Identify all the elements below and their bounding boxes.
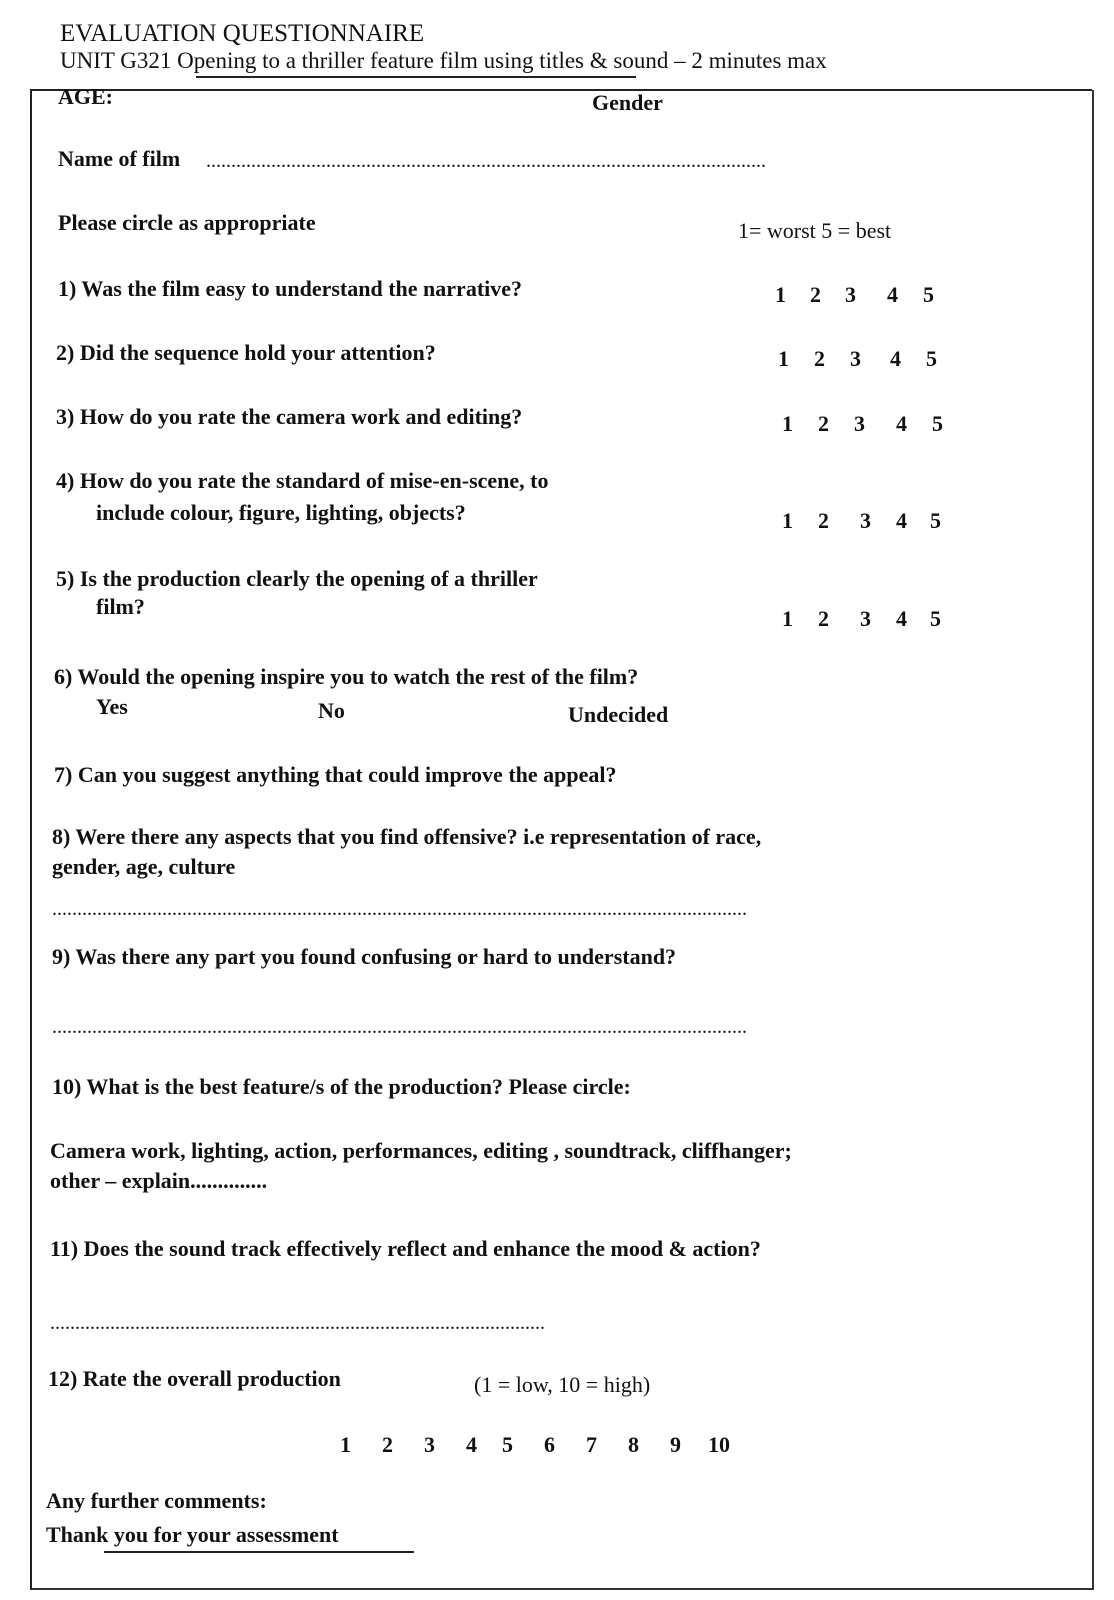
question-5: 5) Is the production clearly the opening of a thriller <box>56 566 538 591</box>
question-8: 8) Were there any aspects that you find offensive? i.e representation of race, <box>52 824 762 849</box>
question-9: 9) Was there any part you found confusing or hard to understand? <box>52 944 677 969</box>
question-6: 6) Would the opening inspire you to watch the rest of the film? <box>54 664 639 689</box>
instructions-text: Please circle as appropriate <box>58 210 316 235</box>
question-8-continued: gender, age, culture <box>52 854 236 879</box>
rating-option[interactable]: 4 <box>896 606 907 631</box>
rating-option[interactable]: 3 <box>845 282 856 307</box>
rating-option[interactable]: 2 <box>810 282 821 307</box>
question-11: 11) Does the sound track effectively reflect and enhance the mood & action? <box>50 1236 761 1261</box>
answer-no[interactable]: No <box>318 698 345 723</box>
rating-options-q4 <box>782 508 941 534</box>
overall-rating-option[interactable]: 5 <box>502 1432 513 1457</box>
overall-rating-option[interactable]: 8 <box>628 1432 639 1457</box>
film-name-label: Name of film <box>58 146 181 171</box>
overall-rating-option[interactable]: 2 <box>382 1432 393 1457</box>
overall-rating-option[interactable]: 1 <box>340 1432 351 1457</box>
overall-rating-option[interactable]: 10 <box>708 1432 730 1457</box>
overall-rating-option[interactable]: 6 <box>544 1432 555 1457</box>
rating-option[interactable]: 4 <box>890 346 901 371</box>
overall-scale-note: (1 = low, 10 = high) <box>474 1372 651 1397</box>
age-label: AGE: <box>58 84 113 109</box>
rating-option[interactable]: 5 <box>926 346 937 371</box>
question-5-continued: film? <box>96 594 145 619</box>
thank-you-underline <box>104 1551 414 1553</box>
question-10: 10) What is the best feature/s of the production? Please circle: <box>52 1074 631 1099</box>
question-1: 1) Was the film easy to understand the narrative? <box>58 276 523 301</box>
rating-option[interactable]: 4 <box>887 282 898 307</box>
unit-subtitle: UNIT G321 Opening to a thriller feature film using titles & sound – 2 minutes max <box>60 48 827 73</box>
rating-option[interactable]: 1 <box>782 606 793 631</box>
form-title: EVALUATION QUESTIONNAIRE <box>60 20 425 47</box>
header-rule <box>30 89 1092 91</box>
overall-rating-options <box>340 1432 730 1458</box>
overall-rating-option[interactable]: 3 <box>424 1432 435 1457</box>
rating-options-q1 <box>775 282 934 308</box>
answer-line-q9[interactable]: ........................................................................................................................................... <box>52 1016 747 1038</box>
rating-option[interactable]: 2 <box>818 508 829 533</box>
question-4-continued: include colour, figure, lighting, objects? <box>96 500 466 525</box>
film-name-dotted-line: ................................................................................................................ <box>206 150 766 172</box>
rating-option[interactable]: 1 <box>775 282 786 307</box>
rating-option[interactable]: 1 <box>778 346 789 371</box>
rating-option[interactable]: 3 <box>850 346 861 371</box>
rating-option[interactable]: 5 <box>932 411 943 436</box>
feature-options[interactable]: Camera work, lighting, action, performances, editing , soundtrack, cliffhanger; <box>50 1138 792 1163</box>
rating-option[interactable]: 2 <box>818 606 829 631</box>
rating-option[interactable]: 3 <box>860 606 871 631</box>
overall-rating-option[interactable]: 7 <box>586 1432 597 1457</box>
question-4: 4) How do you rate the standard of mise-en-scene, to <box>56 468 549 493</box>
further-comments-label: Any further comments: <box>46 1488 267 1513</box>
question-3: 3) How do you rate the camera work and editing? <box>56 404 523 429</box>
rating-scale-note: 1= worst 5 = best <box>738 218 892 243</box>
rating-options-q5 <box>782 606 941 632</box>
rating-option[interactable]: 5 <box>930 606 941 631</box>
rating-option[interactable]: 5 <box>923 282 934 307</box>
gender-label: Gender <box>592 90 663 115</box>
rating-options-q2 <box>778 346 937 372</box>
rating-option[interactable]: 4 <box>896 411 907 436</box>
unit-underline <box>196 76 636 78</box>
answer-undecided[interactable]: Undecided <box>568 702 669 727</box>
question-2: 2) Did the sequence hold your attention? <box>56 340 436 365</box>
rating-option[interactable]: 2 <box>814 346 825 371</box>
answer-line-q11[interactable]: ................................................................................................... <box>50 1312 545 1334</box>
question-12: 12) Rate the overall production <box>48 1366 341 1391</box>
rating-option[interactable]: 2 <box>818 411 829 436</box>
rating-option[interactable]: 1 <box>782 411 793 436</box>
overall-rating-option[interactable]: 4 <box>466 1432 477 1457</box>
rating-option[interactable]: 3 <box>854 411 865 436</box>
feature-other[interactable]: other – explain.............. <box>50 1168 268 1193</box>
rating-option[interactable]: 4 <box>896 508 907 533</box>
rating-options-q3 <box>782 411 943 437</box>
answer-yes[interactable]: Yes <box>96 694 128 719</box>
rating-option[interactable]: 5 <box>930 508 941 533</box>
answer-line-q8[interactable]: ........................................................................................................................................... <box>52 898 747 920</box>
overall-rating-option[interactable]: 9 <box>670 1432 681 1457</box>
rating-option[interactable]: 3 <box>860 508 871 533</box>
rating-option[interactable]: 1 <box>782 508 793 533</box>
question-7: 7) Can you suggest anything that could improve the appeal? <box>54 762 617 787</box>
thank-you-note: Thank you for your assessment <box>46 1522 339 1547</box>
